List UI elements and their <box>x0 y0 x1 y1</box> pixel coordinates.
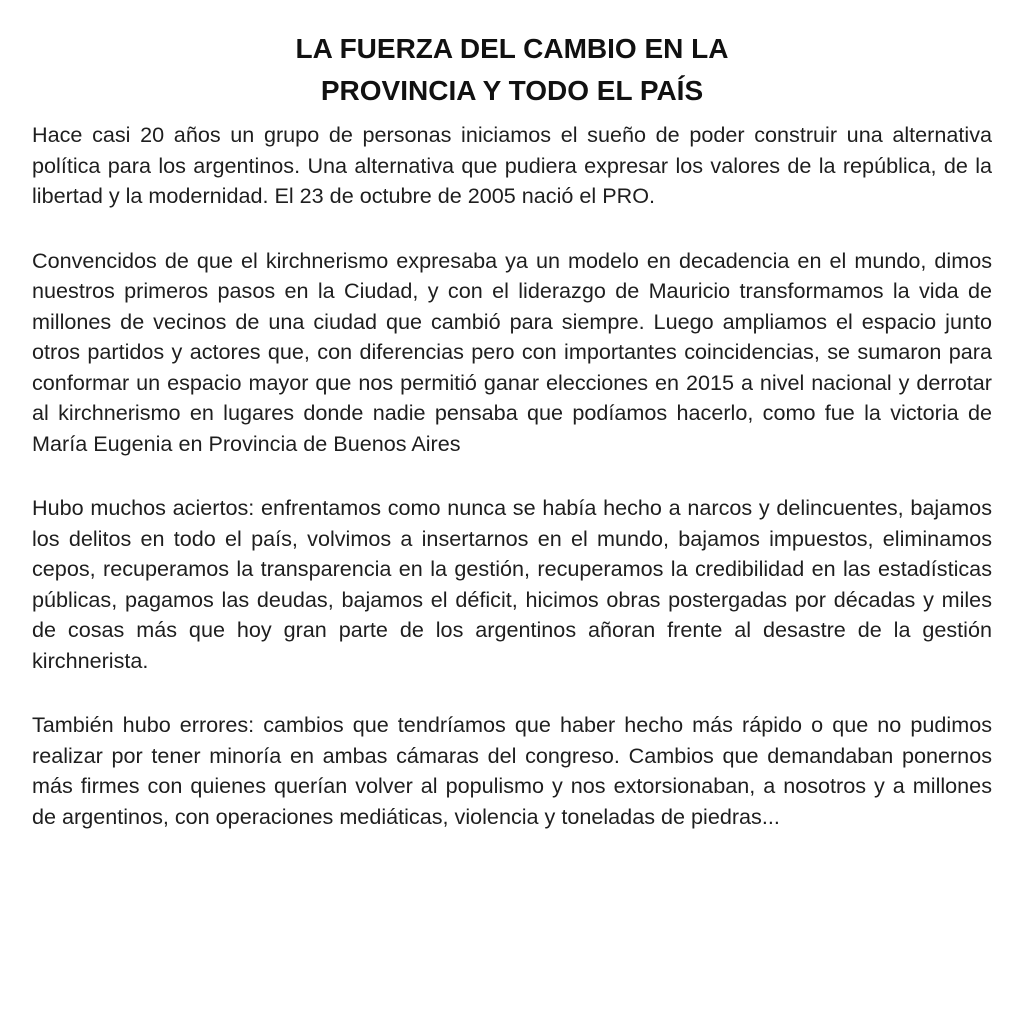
title-line-2: PROVINCIA Y TODO EL PAÍS <box>320 75 704 106</box>
paragraph-achievements: Hubo muchos aciertos: enfrentamos como nunca se había hecho a narcos y delincuentes, bajamos los delitos en todo el país, volvimos a insertarnos en el mundo, bajamos impuestos, eliminamos cepos, recuperamos la transparencia en la gestión, recuperamos la credibilidad en las estadísticas públicas, pagamos las deudas, bajamos el déficit, hicimos obras postergadas por décadas y miles de cosas más que hoy gran parte de los argentinos añoran frente al desastre de la gestión kirchnerista. <box>32 495 992 673</box>
paragraph-history: Convencidos de que el kirchnerismo expresaba ya un modelo en decadencia en el mundo, dimos nuestros primeros pasos en la Ciudad, y con el liderazgo de Mauricio transformamos la vida de millones de vecinos de una ciudad que cambió para siempre. Luego ampliamos el espacio junto otros partidos y actores que, con diferencias pero con importantes coincidencias, se sumaron para conformar un espacio mayor que nos permitió ganar elecciones en 2015 a nivel nacional y derrotar al kirchnerismo en lugares donde nadie pensaba que podíamos hacerlo, como fue la victoria de María Eugenia en Provincia de Buenos Aires <box>32 247 992 456</box>
document <box>32 28 992 832</box>
document-title <box>32 28 992 112</box>
paragraph-errors: También hubo errores: cambios que tendríamos que haber hecho más rápido o que no pudimos realizar por tener minoría en ambas cámaras del congreso. Cambios que demandaban ponernos más firmes con quienes querían volver al populismo y nos extorsionaban, a nosotros y a millones de argentinos, con operaciones mediáticas, violencia y toneladas de piedras... <box>32 712 992 829</box>
title-line-1: LA FUERZA DEL CAMBIO EN LA <box>295 33 729 64</box>
paragraph-intro: Hace casi 20 años un grupo de personas iniciamos el sueño de poder construir una alternativa política para los argentinos. Una alternativa que pudiera expresar los valores de la república, de la libertad y la modernidad. El 23 de octubre de 2005 nació el PRO. <box>32 122 992 208</box>
